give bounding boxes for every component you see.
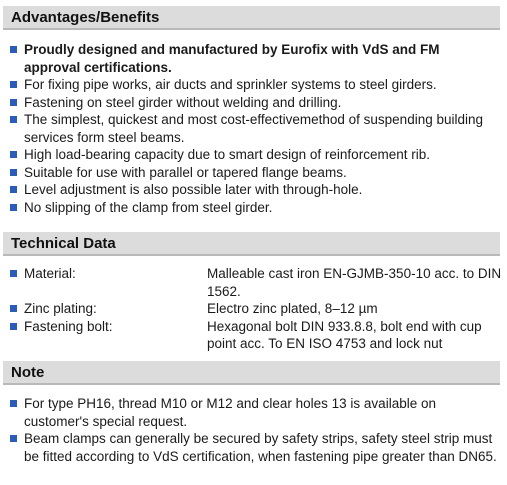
tech-row-zinc bbox=[8, 300, 503, 318]
bullet-icon bbox=[10, 435, 17, 442]
list-item: Beam clamps can generally be secured by safety strips, safety steel strip must be fitted according to VdS certification, when fastening pipe greater than DN65. bbox=[8, 430, 498, 465]
bullet-icon bbox=[10, 270, 17, 277]
bullet-icon bbox=[10, 186, 17, 193]
bullet-icon bbox=[10, 204, 17, 211]
list-item: Suitable for use with parallel or tapered flange beams. bbox=[8, 164, 498, 182]
header-rule bbox=[3, 254, 500, 256]
tech-value: Hexagonal bolt DIN 933.8.8, bolt end with cup point acc. To EN ISO 4753 and lock nut bbox=[207, 318, 482, 351]
tech-value: Malleable cast iron EN-GJMB-350-10 acc. to DIN 1562. bbox=[207, 266, 502, 299]
tech-label: Material: bbox=[24, 266, 76, 281]
bullet-icon bbox=[10, 323, 17, 330]
advantages-title: Advantages/Benefits bbox=[11, 9, 160, 26]
bullet-icon bbox=[10, 400, 17, 407]
header-rule bbox=[3, 383, 500, 385]
advantages-header bbox=[3, 6, 500, 30]
bullet-icon bbox=[10, 46, 17, 53]
note-list bbox=[8, 395, 498, 465]
list-item: For type PH16, thread M10 or M12 and clear holes 13 is available on customer's special request. bbox=[8, 395, 498, 430]
header-rule bbox=[3, 28, 500, 30]
tech-label: Fastening bolt: bbox=[24, 318, 113, 334]
tech-value: Electro zinc plated, 8–12 µm bbox=[207, 301, 378, 316]
list-item: Proudly designed and manufactured by Eurofix with VdS and FM approval certifications. bbox=[8, 41, 498, 76]
list-item: Level adjustment is also possible later with through-hole. bbox=[8, 181, 498, 199]
list-item: High load-bearing capacity due to smart design of reinforcement rib. bbox=[8, 146, 498, 164]
bullet-icon bbox=[10, 169, 17, 176]
list-item: No slipping of the clamp from steel girder. bbox=[8, 199, 498, 217]
bullet-icon bbox=[10, 151, 17, 158]
tech-row-bolt bbox=[8, 318, 503, 353]
note-header bbox=[3, 361, 500, 385]
note-title: Note bbox=[11, 364, 45, 381]
tech-row-material bbox=[8, 265, 503, 300]
list-item: The simplest, quickest and most cost-effectivemethod of suspending building services form steel beams. bbox=[8, 111, 498, 146]
technical-title: Technical Data bbox=[11, 235, 116, 252]
bullet-icon bbox=[10, 81, 17, 88]
technical-header bbox=[3, 232, 500, 256]
list-item: Fastening on steel girder without welding and drilling. bbox=[8, 94, 498, 112]
advantages-list bbox=[8, 41, 498, 216]
tech-label: Zinc plating: bbox=[24, 301, 97, 316]
bullet-icon bbox=[10, 116, 17, 123]
list-item: For fixing pipe works, air ducts and sprinkler systems to steel girders. bbox=[8, 76, 498, 94]
bullet-icon bbox=[10, 99, 17, 106]
bullet-icon bbox=[10, 305, 17, 312]
technical-table bbox=[8, 265, 503, 353]
